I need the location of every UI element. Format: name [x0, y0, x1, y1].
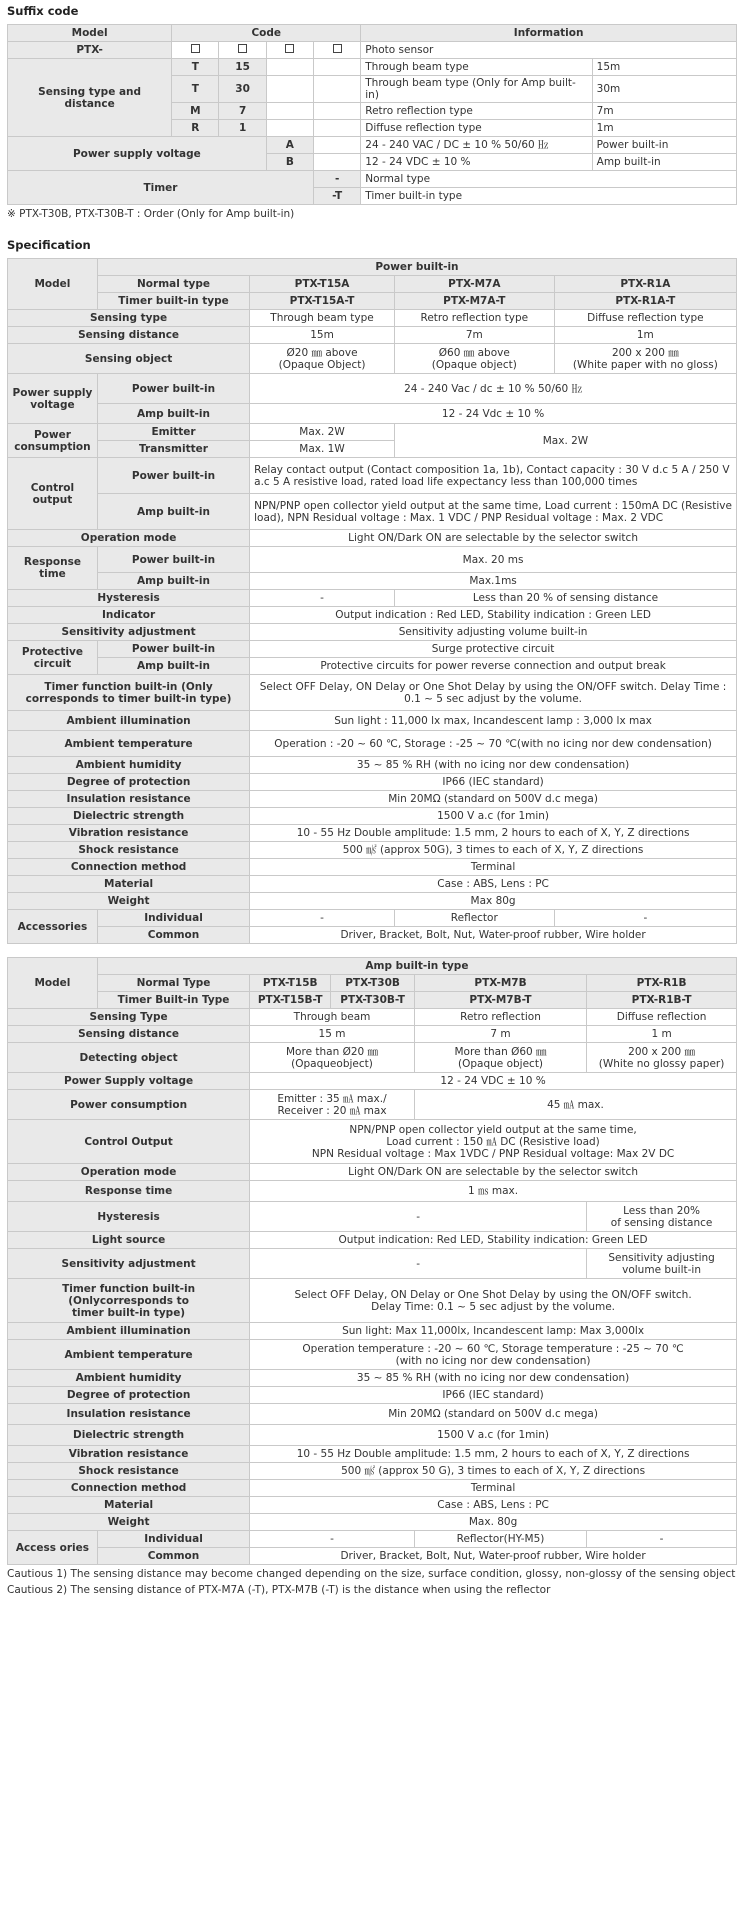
sensing-label: Sensing type and distance — [8, 59, 172, 137]
line: 200 x 200 ㎜ — [628, 1045, 695, 1058]
row-label: Material — [8, 876, 250, 893]
cell — [414, 1043, 586, 1073]
cell: Driver, Bracket, Bolt, Nut, Water-proof rubber, Wire holder — [250, 1548, 737, 1565]
row-label: Shock resistance — [8, 842, 250, 859]
cell: Max.1ms — [250, 573, 737, 590]
code-box — [238, 44, 247, 53]
cell: Light ON/Dark ON are selectable by the selector switch — [250, 1164, 737, 1181]
spec-table-power — [7, 258, 737, 944]
row-label: Dielectric strength — [8, 808, 250, 825]
sub-label: Individual — [97, 910, 249, 927]
model-name: PTX-T15B-T — [250, 992, 331, 1009]
line: Ø60 ㎜ above — [438, 346, 510, 359]
sub-label: Common — [97, 1548, 249, 1565]
row-label: Access ories — [8, 1531, 98, 1565]
model-name: PTX-R1A — [554, 276, 736, 293]
cell: Max. 80g — [250, 1514, 737, 1531]
cell: Driver, Bracket, Bolt, Nut, Water-proof rubber, Wire holder — [250, 927, 737, 944]
sub-label: Amp built-in — [97, 404, 249, 424]
row-label: Weight — [8, 893, 250, 910]
row-label: Insulation resistance — [8, 1404, 250, 1425]
spec-table-amp — [7, 957, 737, 1565]
cell: Retro reflection — [414, 1009, 586, 1026]
cell — [250, 1090, 415, 1120]
suffix-note: ※ PTX-T30B, PTX-T30B-T : Order (Only for Amp built-in) — [7, 208, 295, 220]
cell: Operation : -20 ~ 60 ℃, Storage : -25 ~ 70 ℃(with no icing nor dew condensation) — [250, 731, 737, 757]
row-label: Insulation resistance — [8, 791, 250, 808]
row-label: Ambient humidity — [8, 757, 250, 774]
caution-2: Cautious 2) The sensing distance of PTX-M7A (-T), PTX-M7B (-T) is the distance when using the reflector — [7, 1584, 551, 1596]
code-letter: M — [172, 103, 219, 120]
line: timer built-in type) — [72, 1306, 186, 1319]
spec-heading: Specification — [7, 238, 91, 252]
sub-label: Power built-in — [97, 641, 249, 658]
cell: Sun light : 11,000 lx max, Incandescent lamp : 3,000 lx max — [250, 711, 737, 731]
line: (Onlycorresponds to — [68, 1294, 189, 1307]
row-label: Connection method — [8, 859, 250, 876]
code-letter: A — [266, 137, 313, 154]
model-name: PTX-M7B-T — [414, 992, 586, 1009]
sub-label: Common — [97, 927, 249, 944]
cell: Surge protective circuit — [250, 641, 737, 658]
cell: Through beam type — [250, 310, 395, 327]
cell: Diffuse reflection type — [554, 310, 736, 327]
cell: 35 ~ 85 % RH (with no icing nor dew condensation) — [250, 757, 737, 774]
line: (Opaque object) — [458, 1057, 544, 1070]
row-label: Hysteresis — [8, 1202, 250, 1232]
cell: Reflector — [394, 910, 554, 927]
line: Operation temperature : -20 ~ 60 ℃, Storage temperature : -25 ~ 70 ℃ — [302, 1342, 684, 1355]
row-label: Power consumption — [8, 424, 98, 458]
row-label: Detecting object — [8, 1043, 250, 1073]
row-label: Sensing type — [8, 310, 250, 327]
line: 200 x 200 ㎜ — [611, 346, 679, 359]
line: (Opaque Object) — [278, 358, 366, 371]
row-label: Light source — [8, 1232, 250, 1249]
model-prefix: PTX- — [8, 42, 172, 59]
cell: 7m — [394, 327, 554, 344]
header-model: Model — [8, 25, 172, 42]
model-name: PTX-M7A-T — [394, 293, 554, 310]
code-letter: T — [172, 76, 219, 103]
info: Retro reflection type — [361, 103, 592, 120]
cell: Max. 1W — [250, 441, 395, 458]
row-label: Ambient temperature — [8, 1340, 250, 1370]
row-label: Sensitivity adjustment — [8, 624, 250, 641]
cell: NPN/PNP open collector yield output at the same time, Load current : 150mA DC (Resistive load), NPN Residual voltage : Max. 1 VDC / PNP Residual voltage : Max. 2 VDC — [250, 494, 737, 530]
sub-label: Individual — [97, 1531, 249, 1548]
cell: IP66 (IEC standard) — [250, 774, 737, 791]
line: NPN Residual voltage : Max 1VDC / PNP Residual voltage: Max 2V DC — [311, 1147, 675, 1160]
row-label: Sensing Type — [8, 1009, 250, 1026]
row-label: Vibration resistance — [8, 825, 250, 842]
model-info: Photo sensor — [361, 42, 737, 59]
timer-label: Timer — [8, 171, 314, 205]
suffix-table — [7, 24, 737, 205]
line: Select OFF Delay, ON Delay or One Shot Delay by using the ON/OFF switch. — [294, 1288, 692, 1301]
cell: Sun light: Max 11,000lx, Incandescent lamp: Max 3,000lx — [250, 1323, 737, 1340]
row-label: Weight — [8, 1514, 250, 1531]
cell: - — [250, 910, 395, 927]
header-code: Code — [172, 25, 361, 42]
cell — [587, 1249, 737, 1279]
code-digit: 1 — [219, 120, 266, 137]
suffix-heading: Suffix code — [7, 4, 79, 18]
row-label: Operation mode — [8, 530, 250, 547]
row-label: Degree of protection — [8, 774, 250, 791]
value: 1m — [592, 120, 736, 137]
line: Less than 20% — [623, 1204, 701, 1217]
row-label: Ambient illumination — [8, 711, 250, 731]
cell: Max. 20 ms — [250, 547, 737, 573]
cell: Light ON/Dark ON are selectable by the selector switch — [250, 530, 737, 547]
cell: 1500 V a.c (for 1min) — [250, 808, 737, 825]
cell: 7 m — [414, 1026, 586, 1043]
model-name: PTX-R1B-T — [587, 992, 737, 1009]
line: Delay Time: 0.1 ~ 5 sec adjust by the volume. — [371, 1300, 615, 1313]
code-box — [191, 44, 200, 53]
row-label: Sensitivity adjustment — [8, 1249, 250, 1279]
sub-label: Amp built-in — [97, 494, 249, 530]
cell — [250, 1120, 737, 1164]
cell: Less than 20 % of sensing distance — [394, 590, 736, 607]
cell: Reflector(HY-M5) — [414, 1531, 586, 1548]
value: 30m — [592, 76, 736, 103]
row-label: Connection method — [8, 1480, 250, 1497]
info: Normal type — [361, 171, 737, 188]
line: Load current : 150 ㎃ DC (Resistive load) — [386, 1135, 600, 1148]
cell: Protective circuits for power reverse connection and output break — [250, 658, 737, 675]
code-box — [285, 44, 294, 53]
cell: - — [250, 1202, 587, 1232]
cell — [250, 1043, 415, 1073]
header-information: Information — [361, 25, 737, 42]
cell — [394, 344, 554, 374]
line: volume built-in — [622, 1263, 701, 1276]
model-name: PTX-R1A-T — [554, 293, 736, 310]
line: More than Ø20 ㎜ — [286, 1045, 379, 1058]
cell: 1500 V a.c (for 1min) — [250, 1425, 737, 1446]
cell: 15 m — [250, 1026, 415, 1043]
cell: 500 ㎨ (approx 50 G), 3 times to each of X, Y, Z directions — [250, 1463, 737, 1480]
cell: 15m — [250, 327, 395, 344]
value: 15m — [592, 59, 736, 76]
value: 7m — [592, 103, 736, 120]
info: Diffuse reflection type — [361, 120, 592, 137]
row-label: Ambient illumination — [8, 1323, 250, 1340]
row-label: Response time — [8, 547, 98, 590]
row-label: Response time — [8, 1181, 250, 1202]
row-label: Normal Type — [97, 975, 249, 992]
info: Through beam type — [361, 59, 592, 76]
row-label: Normal type — [97, 276, 249, 293]
model-name: PTX-T30B — [331, 975, 415, 992]
model-name: PTX-M7B — [414, 975, 586, 992]
row-label: Sensing object — [8, 344, 250, 374]
row-label: Control output — [8, 458, 98, 530]
row-label: Dielectric strength — [8, 1425, 250, 1446]
cell: 35 ~ 85 % RH (with no icing nor dew condensation) — [250, 1370, 737, 1387]
cell: 1 m — [587, 1026, 737, 1043]
line: Sensitivity adjusting — [608, 1251, 715, 1264]
code-letter: R — [172, 120, 219, 137]
cell: Relay contact output (Contact composition 1a, 1b), Contact capacity : 30 V d.c 5 A / 250 V a.c 5 A resistive load, rated load life expectancy less than 100,000 times — [250, 458, 737, 494]
row-label: Power Supply voltage — [8, 1073, 250, 1090]
row-label: Power supply voltage — [8, 374, 98, 424]
cell — [587, 1043, 737, 1073]
model-name: PTX-M7A — [394, 276, 554, 293]
row-label: Hysteresis — [8, 590, 250, 607]
cell — [554, 344, 736, 374]
cell: Terminal — [250, 859, 737, 876]
row-label: Degree of protection — [8, 1387, 250, 1404]
cell — [250, 1340, 737, 1370]
cell: 10 - 55 Hz Double amplitude: 1.5 mm, 2 hours to each of X, Y, Z directions — [250, 1446, 737, 1463]
line: (with no icing nor dew condensation) — [395, 1354, 591, 1367]
cell: 12 - 24 Vdc ± 10 % — [250, 404, 737, 424]
row-label: Timer Built-in Type — [97, 992, 249, 1009]
cell: Max. 2W — [250, 424, 395, 441]
cell: - — [250, 1531, 415, 1548]
value: Power built-in — [592, 137, 736, 154]
cell: - — [250, 590, 395, 607]
cell: 1 ㎳ max. — [250, 1181, 737, 1202]
sub-label: Amp built-in — [97, 573, 249, 590]
sub-label: Emitter — [97, 424, 249, 441]
cell: Case : ABS, Lens : PC — [250, 876, 737, 893]
cell: Terminal — [250, 1480, 737, 1497]
code-digit: 30 — [219, 76, 266, 103]
cell: Select OFF Delay, ON Delay or One Shot Delay by using the ON/OFF switch. Delay Time : 0.1 ~ 5 sec adjust by the volume. — [250, 675, 737, 711]
cell: - — [554, 910, 736, 927]
sub-label: Power built-in — [97, 374, 249, 404]
cell: Retro reflection type — [394, 310, 554, 327]
row-label: Accessories — [8, 910, 98, 944]
info: Through beam type (Only for Amp built-in) — [361, 76, 592, 103]
cell: - — [250, 1249, 587, 1279]
cell: 1m — [554, 327, 736, 344]
row-label: Protective circuit — [8, 641, 98, 675]
line: NPN/PNP open collector yield output at the same time, — [349, 1123, 637, 1136]
cell: 10 - 55 Hz Double amplitude: 1.5 mm, 2 hours to each of X, Y, Z directions — [250, 825, 737, 842]
info: 12 - 24 VDC ± 10 % — [361, 154, 592, 171]
sub-label: Amp built-in — [97, 658, 249, 675]
model-label: Model — [8, 259, 98, 310]
line: More than Ø60 ㎜ — [454, 1045, 547, 1058]
cell: Case : ABS, Lens : PC — [250, 1497, 737, 1514]
row-label: Sensing distance — [8, 1026, 250, 1043]
code-letter: B — [266, 154, 313, 171]
line: (Opaque object) — [431, 358, 517, 371]
cell — [587, 1202, 737, 1232]
group-header: Power built-in — [97, 259, 736, 276]
row-label: Timer built-in type — [97, 293, 249, 310]
line: Emitter : 35 ㎃ max./ — [277, 1092, 387, 1105]
cell: Max 80g — [250, 893, 737, 910]
line: (Opaqueobject) — [291, 1057, 373, 1070]
row-label: Material — [8, 1497, 250, 1514]
cell: 12 - 24 VDC ± 10 % — [250, 1073, 737, 1090]
code-letter: T — [172, 59, 219, 76]
group-header: Amp built-in type — [97, 958, 736, 975]
row-label: Sensing distance — [8, 327, 250, 344]
line: of sensing distance — [610, 1216, 713, 1229]
power-label: Power supply voltage — [8, 137, 267, 171]
model-name: PTX-T15B — [250, 975, 331, 992]
row-label — [8, 1279, 250, 1323]
model-name: PTX-T15A — [250, 276, 395, 293]
cell: - — [587, 1531, 737, 1548]
line: (White paper with no gloss) — [572, 358, 718, 371]
cell: Output indication: Red LED, Stability indication: Green LED — [250, 1232, 737, 1249]
model-label: Model — [8, 958, 98, 1009]
code-box — [333, 44, 342, 53]
caution-1: Cautious 1) The sensing distance may become changed depending on the size, surface condition, glossy, non-glossy of the sensing object — [7, 1568, 736, 1580]
cell — [250, 344, 395, 374]
row-label: Ambient humidity — [8, 1370, 250, 1387]
row-label: Power consumption — [8, 1090, 250, 1120]
info: 24 - 240 VAC / DC ± 10 % 50/60 ㎐ — [361, 137, 592, 154]
cell: Max. 2W — [394, 424, 736, 458]
cell — [250, 1279, 737, 1323]
line: Ø20 ㎜ above — [286, 346, 358, 359]
row-label: Operation mode — [8, 1164, 250, 1181]
cell: 24 - 240 Vac / dc ± 10 % 50/60 ㎐ — [250, 374, 737, 404]
cell: Min 20MΩ (standard on 500V d.c mega) — [250, 791, 737, 808]
line: Timer function built-in — [62, 1282, 196, 1295]
model-name: PTX-T30B-T — [331, 992, 415, 1009]
code-digit: 15 — [219, 59, 266, 76]
row-label: Vibration resistance — [8, 1446, 250, 1463]
cell: Sensitivity adjusting volume built-in — [250, 624, 737, 641]
line: (White no glossy paper) — [598, 1057, 725, 1070]
row-label: Timer function built-in (Only corresponds to timer built-in type) — [8, 675, 250, 711]
model-name: PTX-T15A-T — [250, 293, 395, 310]
row-label: Indicator — [8, 607, 250, 624]
value: Amp built-in — [592, 154, 736, 171]
info: Timer built-in type — [361, 188, 737, 205]
row-label: Control Output — [8, 1120, 250, 1164]
cell: Output indication : Red LED, Stability indication : Green LED — [250, 607, 737, 624]
model-name: PTX-R1B — [587, 975, 737, 992]
code-letter: - — [314, 171, 361, 188]
sub-label: Power built-in — [97, 547, 249, 573]
row-label: Ambient temperature — [8, 731, 250, 757]
sub-label: Power built-in — [97, 458, 249, 494]
cell: 45 ㎃ max. — [414, 1090, 736, 1120]
code-letter: -T — [314, 188, 361, 205]
row-label: Shock resistance — [8, 1463, 250, 1480]
cell: Min 20MΩ (standard on 500V d.c mega) — [250, 1404, 737, 1425]
line: Receiver : 20 ㎃ max — [277, 1104, 387, 1117]
cell: IP66 (IEC standard) — [250, 1387, 737, 1404]
sub-label: Transmitter — [97, 441, 249, 458]
cell: 500 ㎨ (approx 50G), 3 times to each of X, Y, Z directions — [250, 842, 737, 859]
cell: Through beam — [250, 1009, 415, 1026]
code-digit: 7 — [219, 103, 266, 120]
cell: Diffuse reflection — [587, 1009, 737, 1026]
